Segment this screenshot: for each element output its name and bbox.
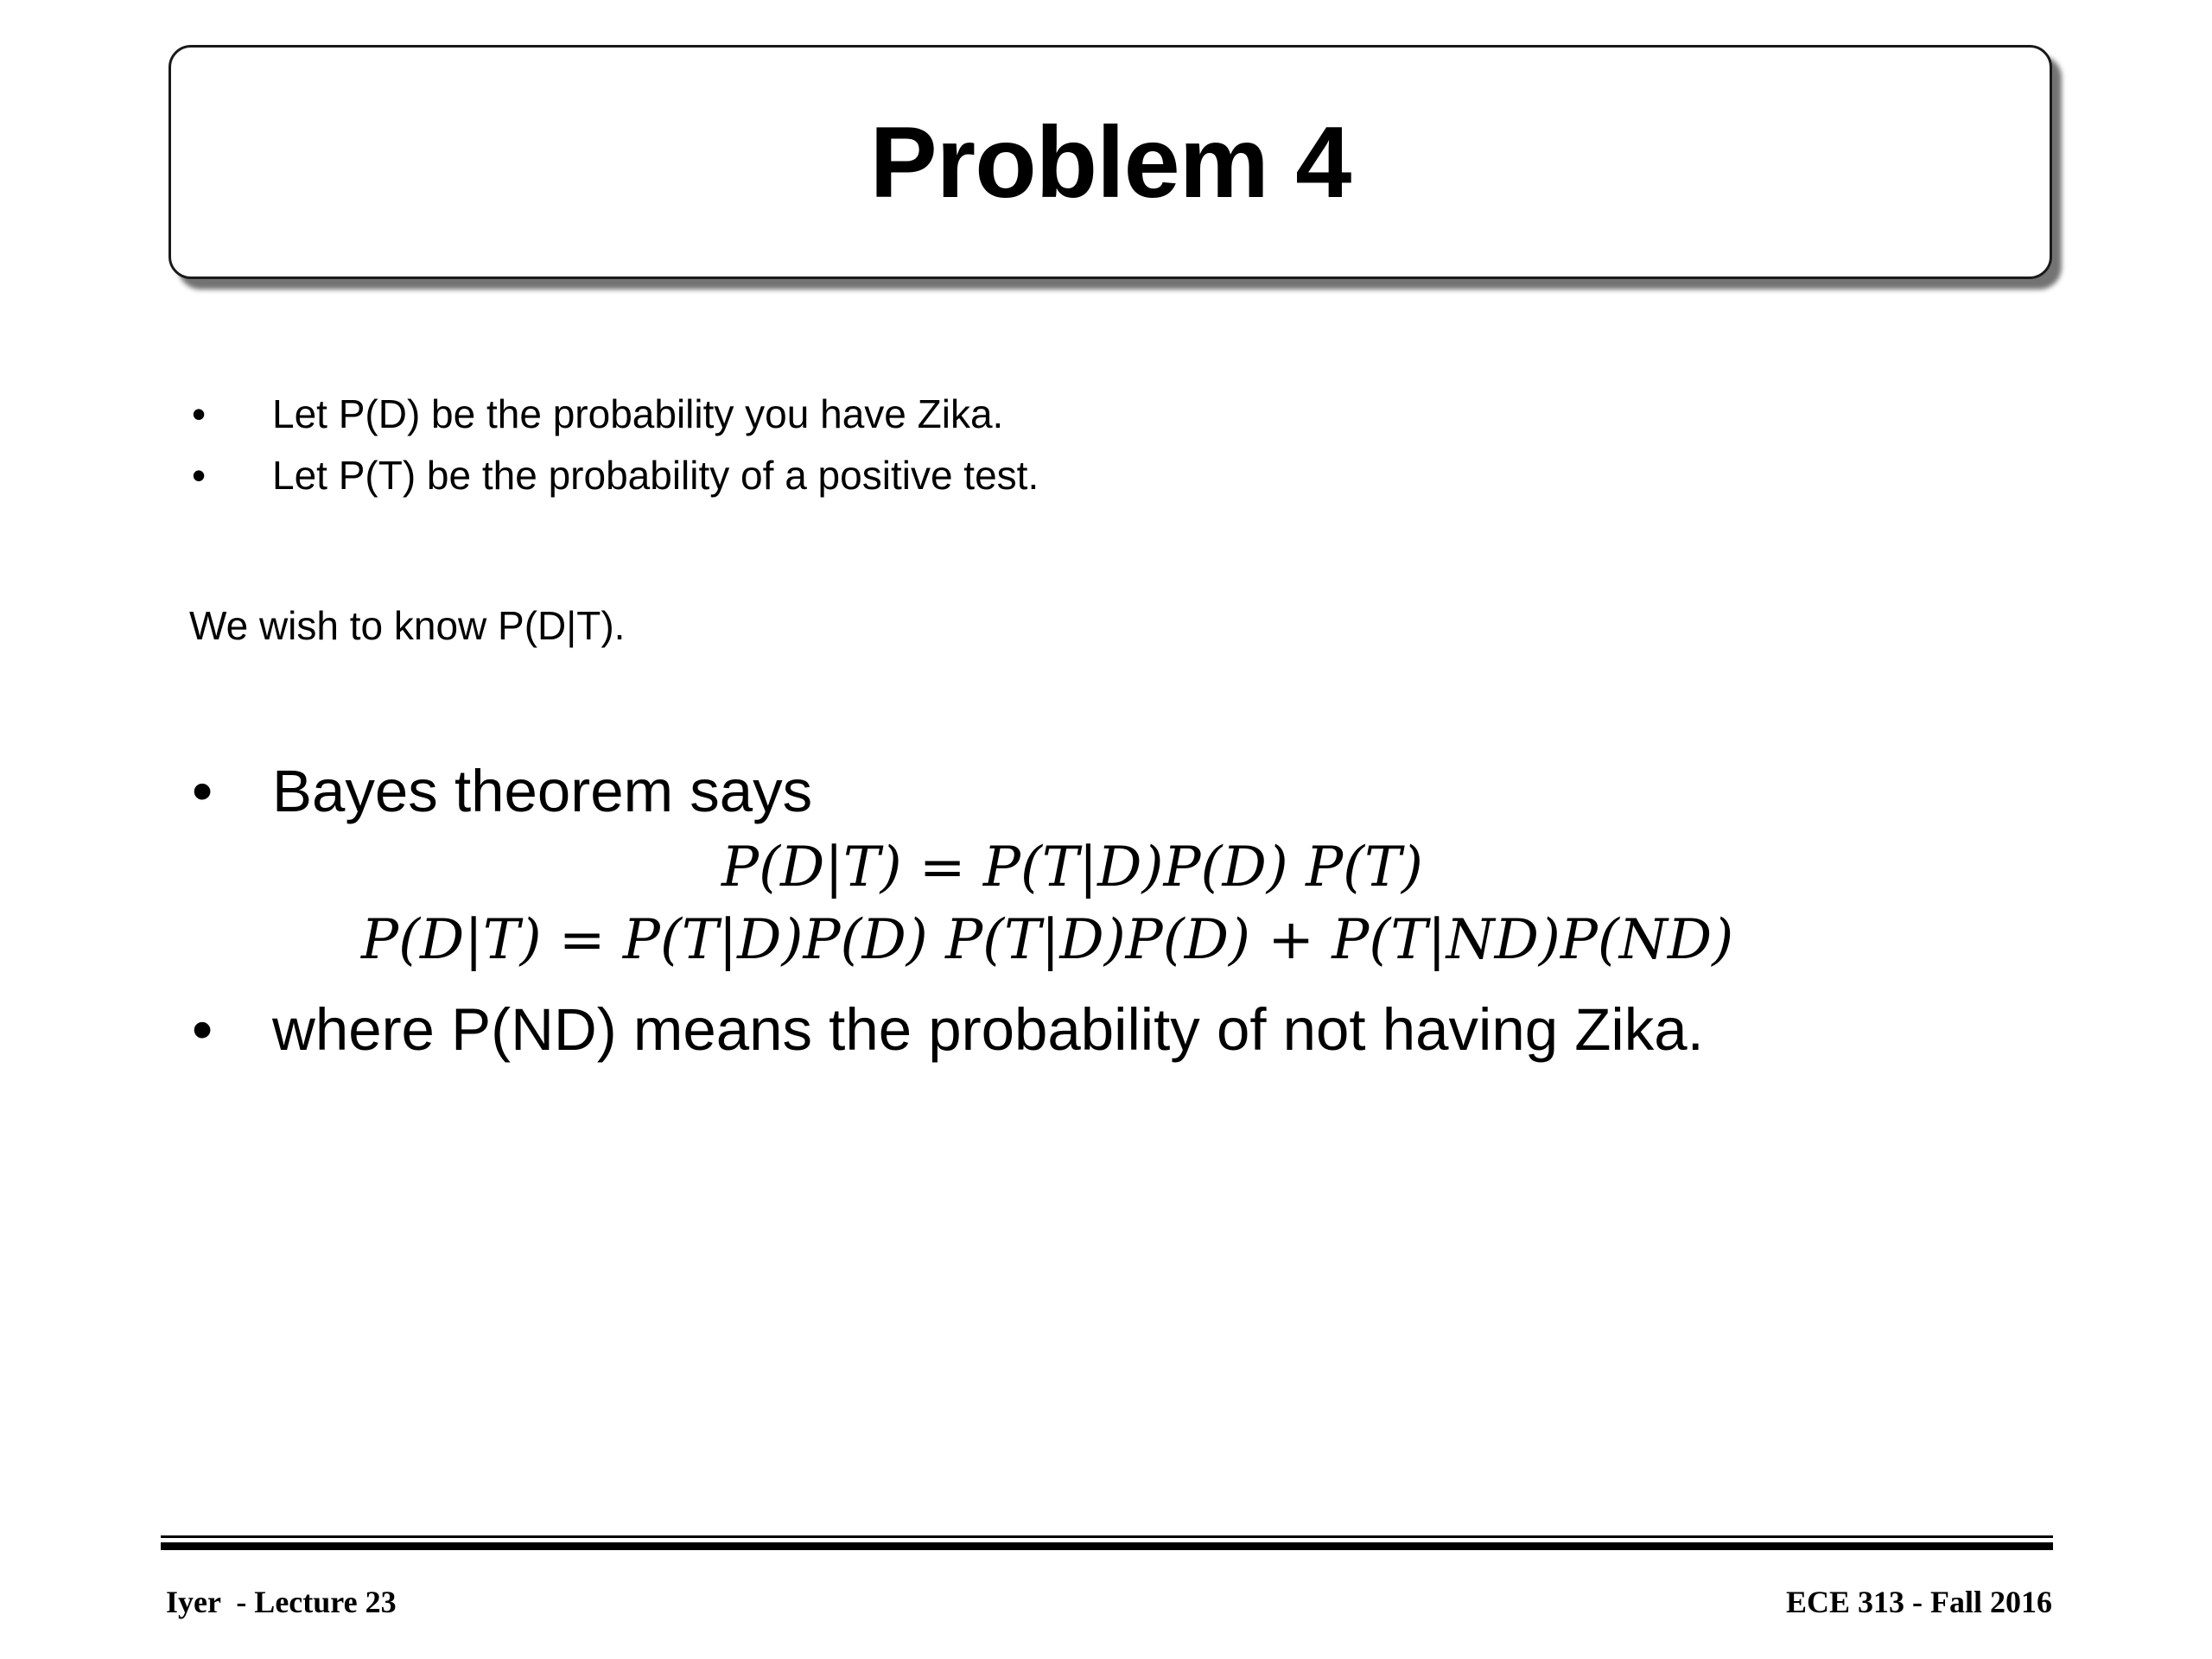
bullet-text: Let P(D) be the probability you have Zika. <box>272 391 1004 436</box>
bullet-marker: • <box>192 391 207 436</box>
equation-bayes-expanded: P(D|T) = P(T|D)P(D) P(T|D)P(D) + P(T|ND)P(ND) <box>361 908 1734 972</box>
footer-divider-thin <box>161 1535 2053 1538</box>
bullet-text: where P(ND) means the probability of not having Zika. <box>272 996 1704 1063</box>
title-box <box>168 45 2052 279</box>
bullet-marker: • <box>192 453 207 498</box>
problem-statement: We wish to know P(D|T). <box>189 603 626 648</box>
footer-lecture-label: Iyer - Lecture 23 <box>166 1585 397 1619</box>
equation-bayes: P(D|T) = P(T|D)P(D) P(T) <box>721 836 1423 899</box>
footer-divider-thick <box>161 1542 2053 1550</box>
slide-title: Problem 4 <box>869 105 1351 219</box>
footer-course-label: ECE 313 - Fall 2016 <box>1785 1585 2052 1619</box>
bullet-marker: • <box>192 758 213 824</box>
bullet-marker: • <box>192 996 213 1063</box>
bullet-text: Bayes theorem says <box>272 758 813 824</box>
bullet-text: Let P(T) be the probability of a positive test. <box>272 453 1039 498</box>
